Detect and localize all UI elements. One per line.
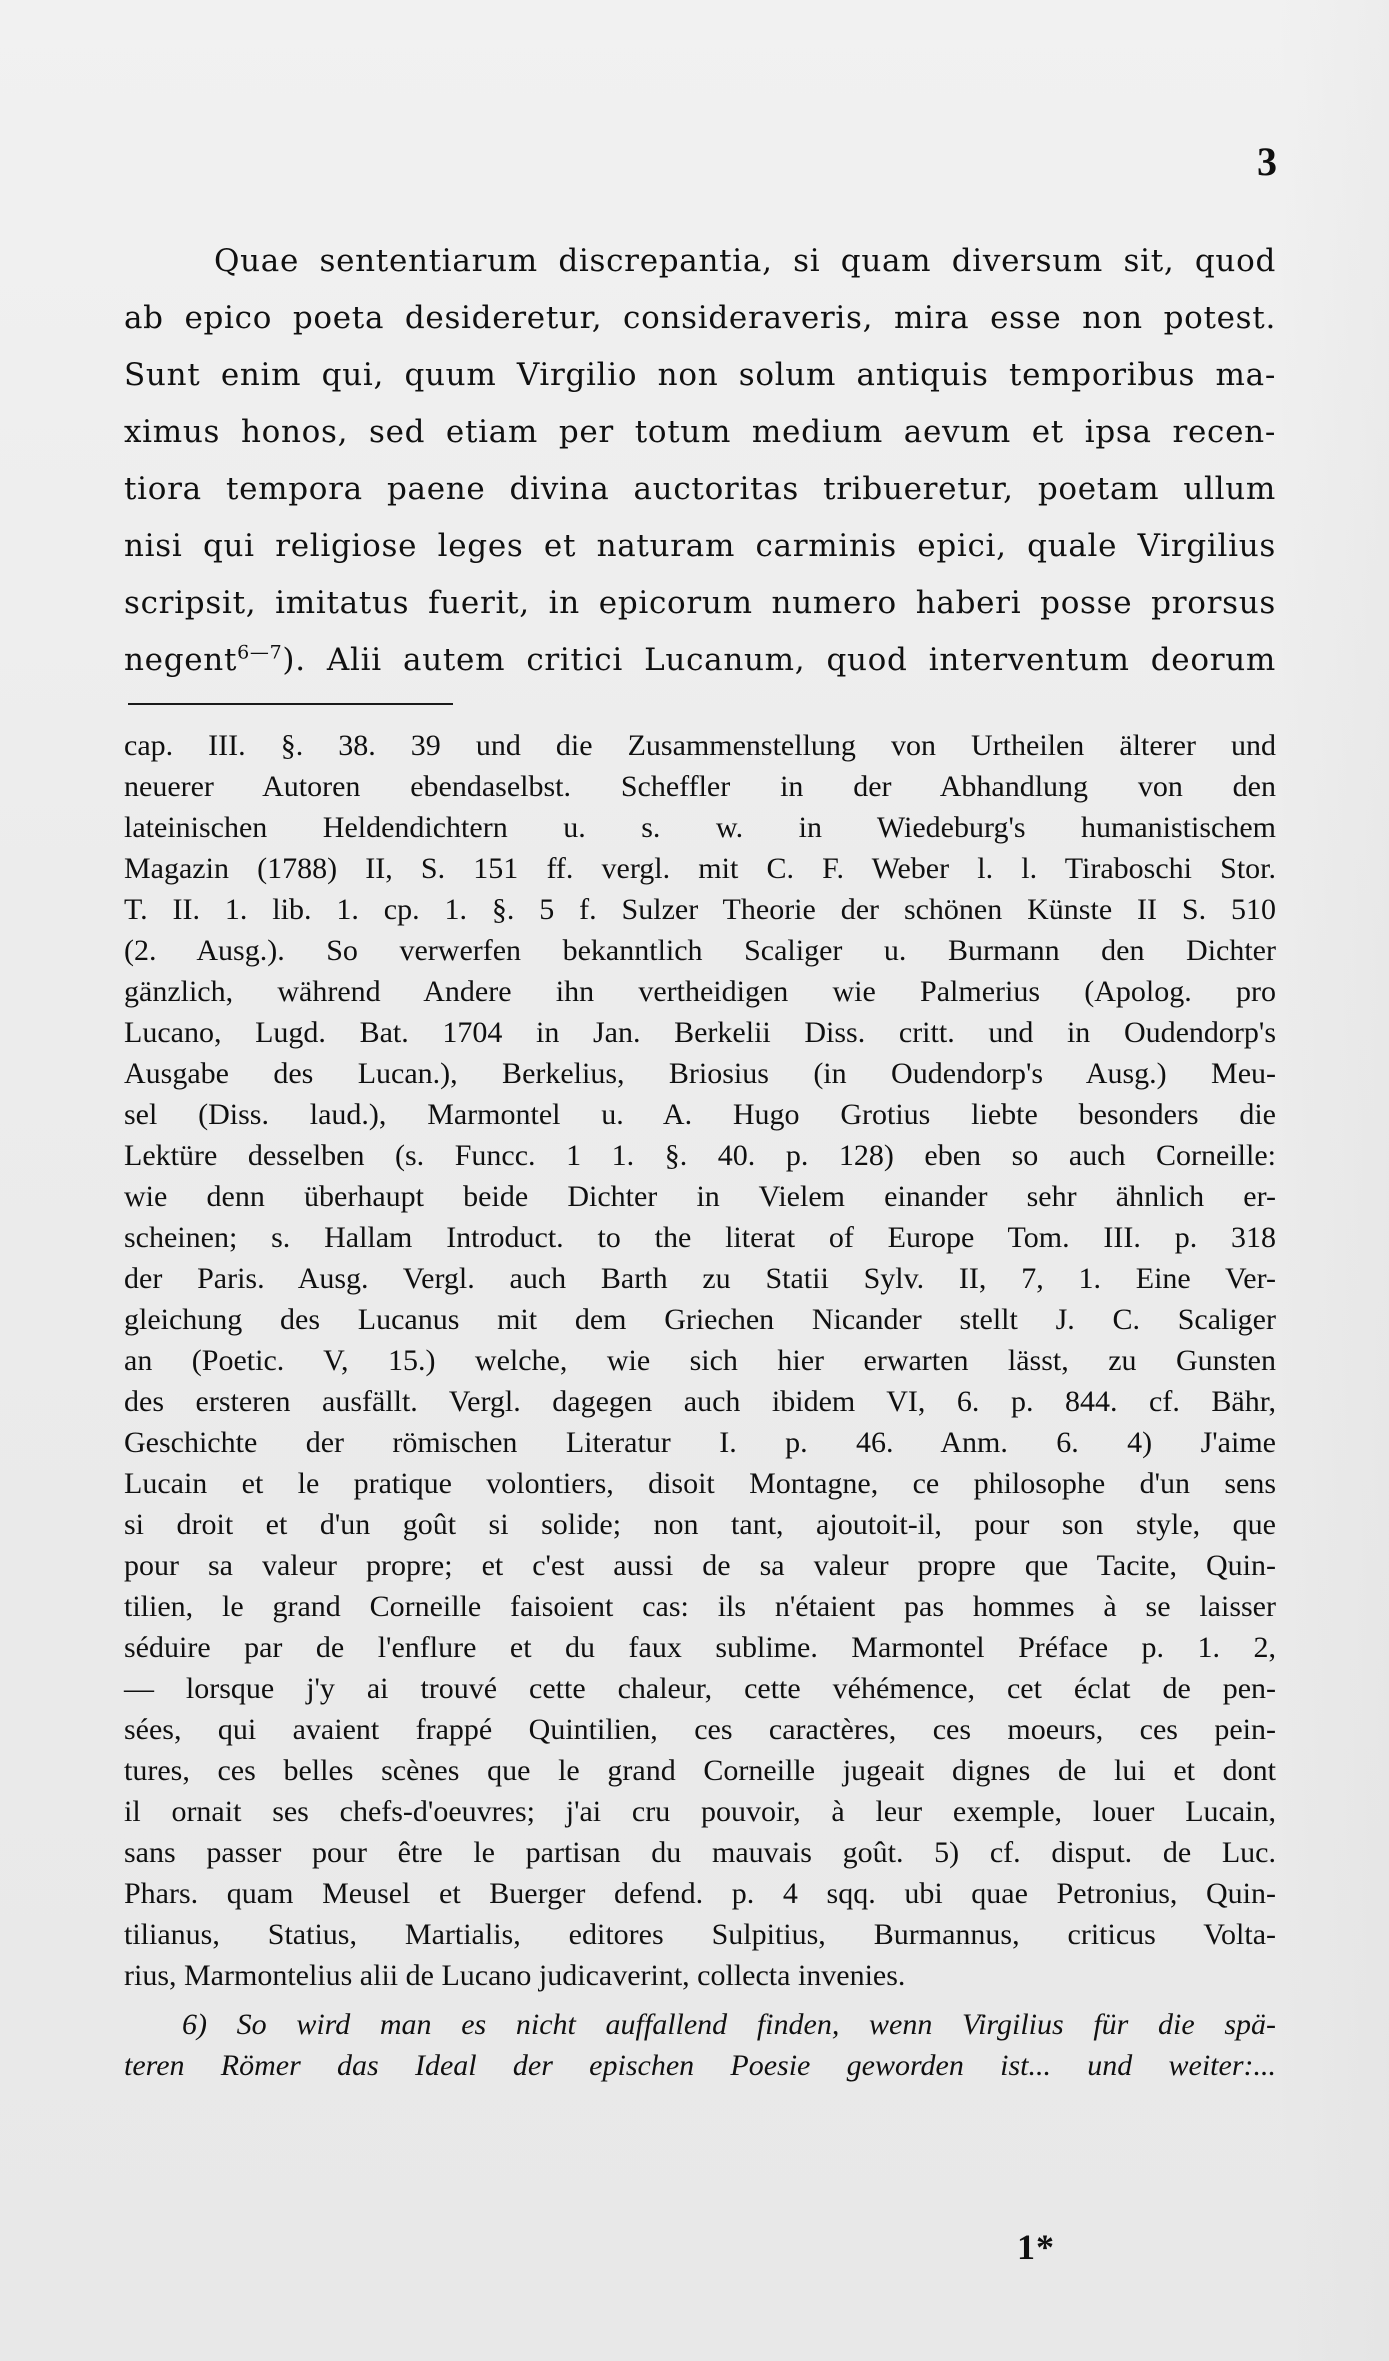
footnote-6-line: 6) So wird man es nicht auffallend finden, wenn Virgilius für die spä-	[182, 2008, 1276, 2041]
footnote-line: sans passer pour être le partisan du mauvais goût. 5) cf. disput. de Luc.	[124, 1836, 1276, 1869]
signature-mark: 1*	[1017, 2227, 1055, 2267]
footnote-line: Lucain et le pratique volontiers, disoit Montagne, ce philosophe d'un sens	[124, 1467, 1276, 1500]
footnote-line: tilien, le grand Corneille faisoient cas: ils n'étaient pas hommes à se laisser	[124, 1590, 1276, 1623]
footnote-line: pour sa valeur propre; et c'est aussi de sa valeur propre que Tacite, Quin-	[124, 1549, 1276, 1582]
main-line-last-end: ). Alii autem critici Lucanum, quod interventum deorum	[282, 642, 1276, 678]
footnote-line: Lektüre desselben (s. Funcc. 1 1. §. 40. p. 128) eben so auch Corneille:	[124, 1139, 1276, 1172]
footnote-line: Geschichte der römischen Literatur I. p. 46. Anm. 6. 4) J'aime	[124, 1426, 1276, 1459]
main-line: nisi qui religiose leges et naturam carminis epici, quale Virgilius	[124, 528, 1276, 564]
footnote-line: gleichung des Lucanus mit dem Griechen Nicander stellt J. C. Scaliger	[124, 1303, 1276, 1336]
footnote-separator	[128, 703, 453, 705]
footnote-line: gänzlich, während Andere ihn vertheidigen wie Palmerius (Apolog. pro	[124, 975, 1276, 1008]
main-line: scripsit, imitatus fuerit, in epicorum numero haberi posse prorsus	[124, 585, 1276, 621]
footnotes	[124, 725, 1276, 2086]
main-line: ab epico poeta desideretur, consideraveris, mira esse non potest.	[124, 300, 1276, 336]
footnote-line: Magazin (1788) II, S. 151 ff. vergl. mit C. F. Weber l. l. Tiraboschi Stor.	[124, 852, 1276, 885]
footnote-line: Ausgabe des Lucan.), Berkelius, Briosius (in Oudendorp's Ausg.) Meu-	[124, 1057, 1276, 1090]
footnote-line: T. II. 1. lib. 1. cp. 1. §. 5 f. Sulzer Theorie der schönen Künste II S. 510	[124, 893, 1276, 926]
main-line: Sunt enim qui, quum Virgilio non solum antiquis temporibus ma-	[124, 357, 1276, 393]
main-line: Quae sententiarum discrepantia, si quam diversum sit, quod	[214, 243, 1276, 279]
page-number: 3	[1257, 139, 1277, 184]
footnote-line: wie denn überhaupt beide Dichter in Vielem einander sehr ähnlich er-	[124, 1180, 1276, 1213]
footnote-line: neuerer Autoren ebendaselbst. Scheffler in der Abhandlung von den	[124, 770, 1276, 803]
footnote-line: séduire par de l'enflure et du faux sublime. Marmontel Préface p. 1. 2,	[124, 1631, 1276, 1664]
footnote-line: des ersteren ausfällt. Vergl. dagegen auch ibidem VI, 6. p. 844. cf. Bähr,	[124, 1385, 1276, 1418]
footnote-line: il ornait ses chefs-d'oeuvres; j'ai cru pouvoir, à leur exemple, louer Lucain,	[124, 1795, 1276, 1828]
footnote-line: Lucano, Lugd. Bat. 1704 in Jan. Berkelii Diss. critt. und in Oudendorp's	[124, 1016, 1276, 1049]
main-line-last	[124, 632, 1276, 689]
footnote-6-line: teren Römer das Ideal der epischen Poesie geworden ist... und weiter:...	[124, 2049, 1276, 2082]
page-shading	[1279, 0, 1389, 2361]
footnote-line: (2. Ausg.). So verwerfen bekanntlich Scaliger u. Burmann den Dichter	[124, 934, 1276, 967]
footnote-line: tilianus, Statius, Martialis, editores Sulpitius, Burmannus, criticus Volta-	[124, 1918, 1276, 1951]
footnote-line: Phars. quam Meusel et Buerger defend. p. 4 sqq. ubi quae Petronius, Quin-	[124, 1877, 1276, 1910]
main-line: tiora tempora paene divina auctoritas tribueretur, poetam ullum	[124, 471, 1276, 507]
footnote-line: sel (Diss. laud.), Marmontel u. A. Hugo Grotius liebte besonders die	[124, 1098, 1276, 1131]
footnote-line: cap. III. §. 38. 39 und die Zusammenstellung von Urtheilen älterer und	[124, 729, 1276, 762]
main-paragraph	[124, 233, 1276, 689]
footnote-line: der Paris. Ausg. Vergl. auch Barth zu Statii Sylv. II, 7, 1. Eine Ver-	[124, 1262, 1276, 1295]
footnote-line: an (Poetic. V, 15.) welche, wie sich hier erwarten lässt, zu Gunsten	[124, 1344, 1276, 1377]
footnote-line: si droit et d'un goût si solide; non tant, ajoutoit-il, pour son style, que	[124, 1508, 1276, 1541]
main-line: ximus honos, sed etiam per totum medium aevum et ipsa recen-	[124, 414, 1276, 450]
footnote-line: rius, Marmontelius alii de Lucano judicaverint, collecta invenies.	[124, 1959, 906, 1992]
footnote-reference: 6—7	[237, 641, 283, 664]
footnote-line: — lorsque j'y ai trouvé cette chaleur, cette véhémence, cet éclat de pen-	[124, 1672, 1276, 1705]
footnote-line: sées, qui avaient frappé Quintilien, ces caractères, ces moeurs, ces pein-	[124, 1713, 1276, 1746]
footnote-line: tures, ces belles scènes que le grand Corneille jugeait dignes de lui et dont	[124, 1754, 1276, 1787]
main-line-last-start: negent	[124, 642, 238, 678]
footnote-line: lateinischen Heldendichtern u. s. w. in Wiedeburg's humanistischem	[124, 811, 1276, 844]
footnote-line: scheinen; s. Hallam Introduct. to the literat of Europe Tom. III. p. 318	[124, 1221, 1276, 1254]
